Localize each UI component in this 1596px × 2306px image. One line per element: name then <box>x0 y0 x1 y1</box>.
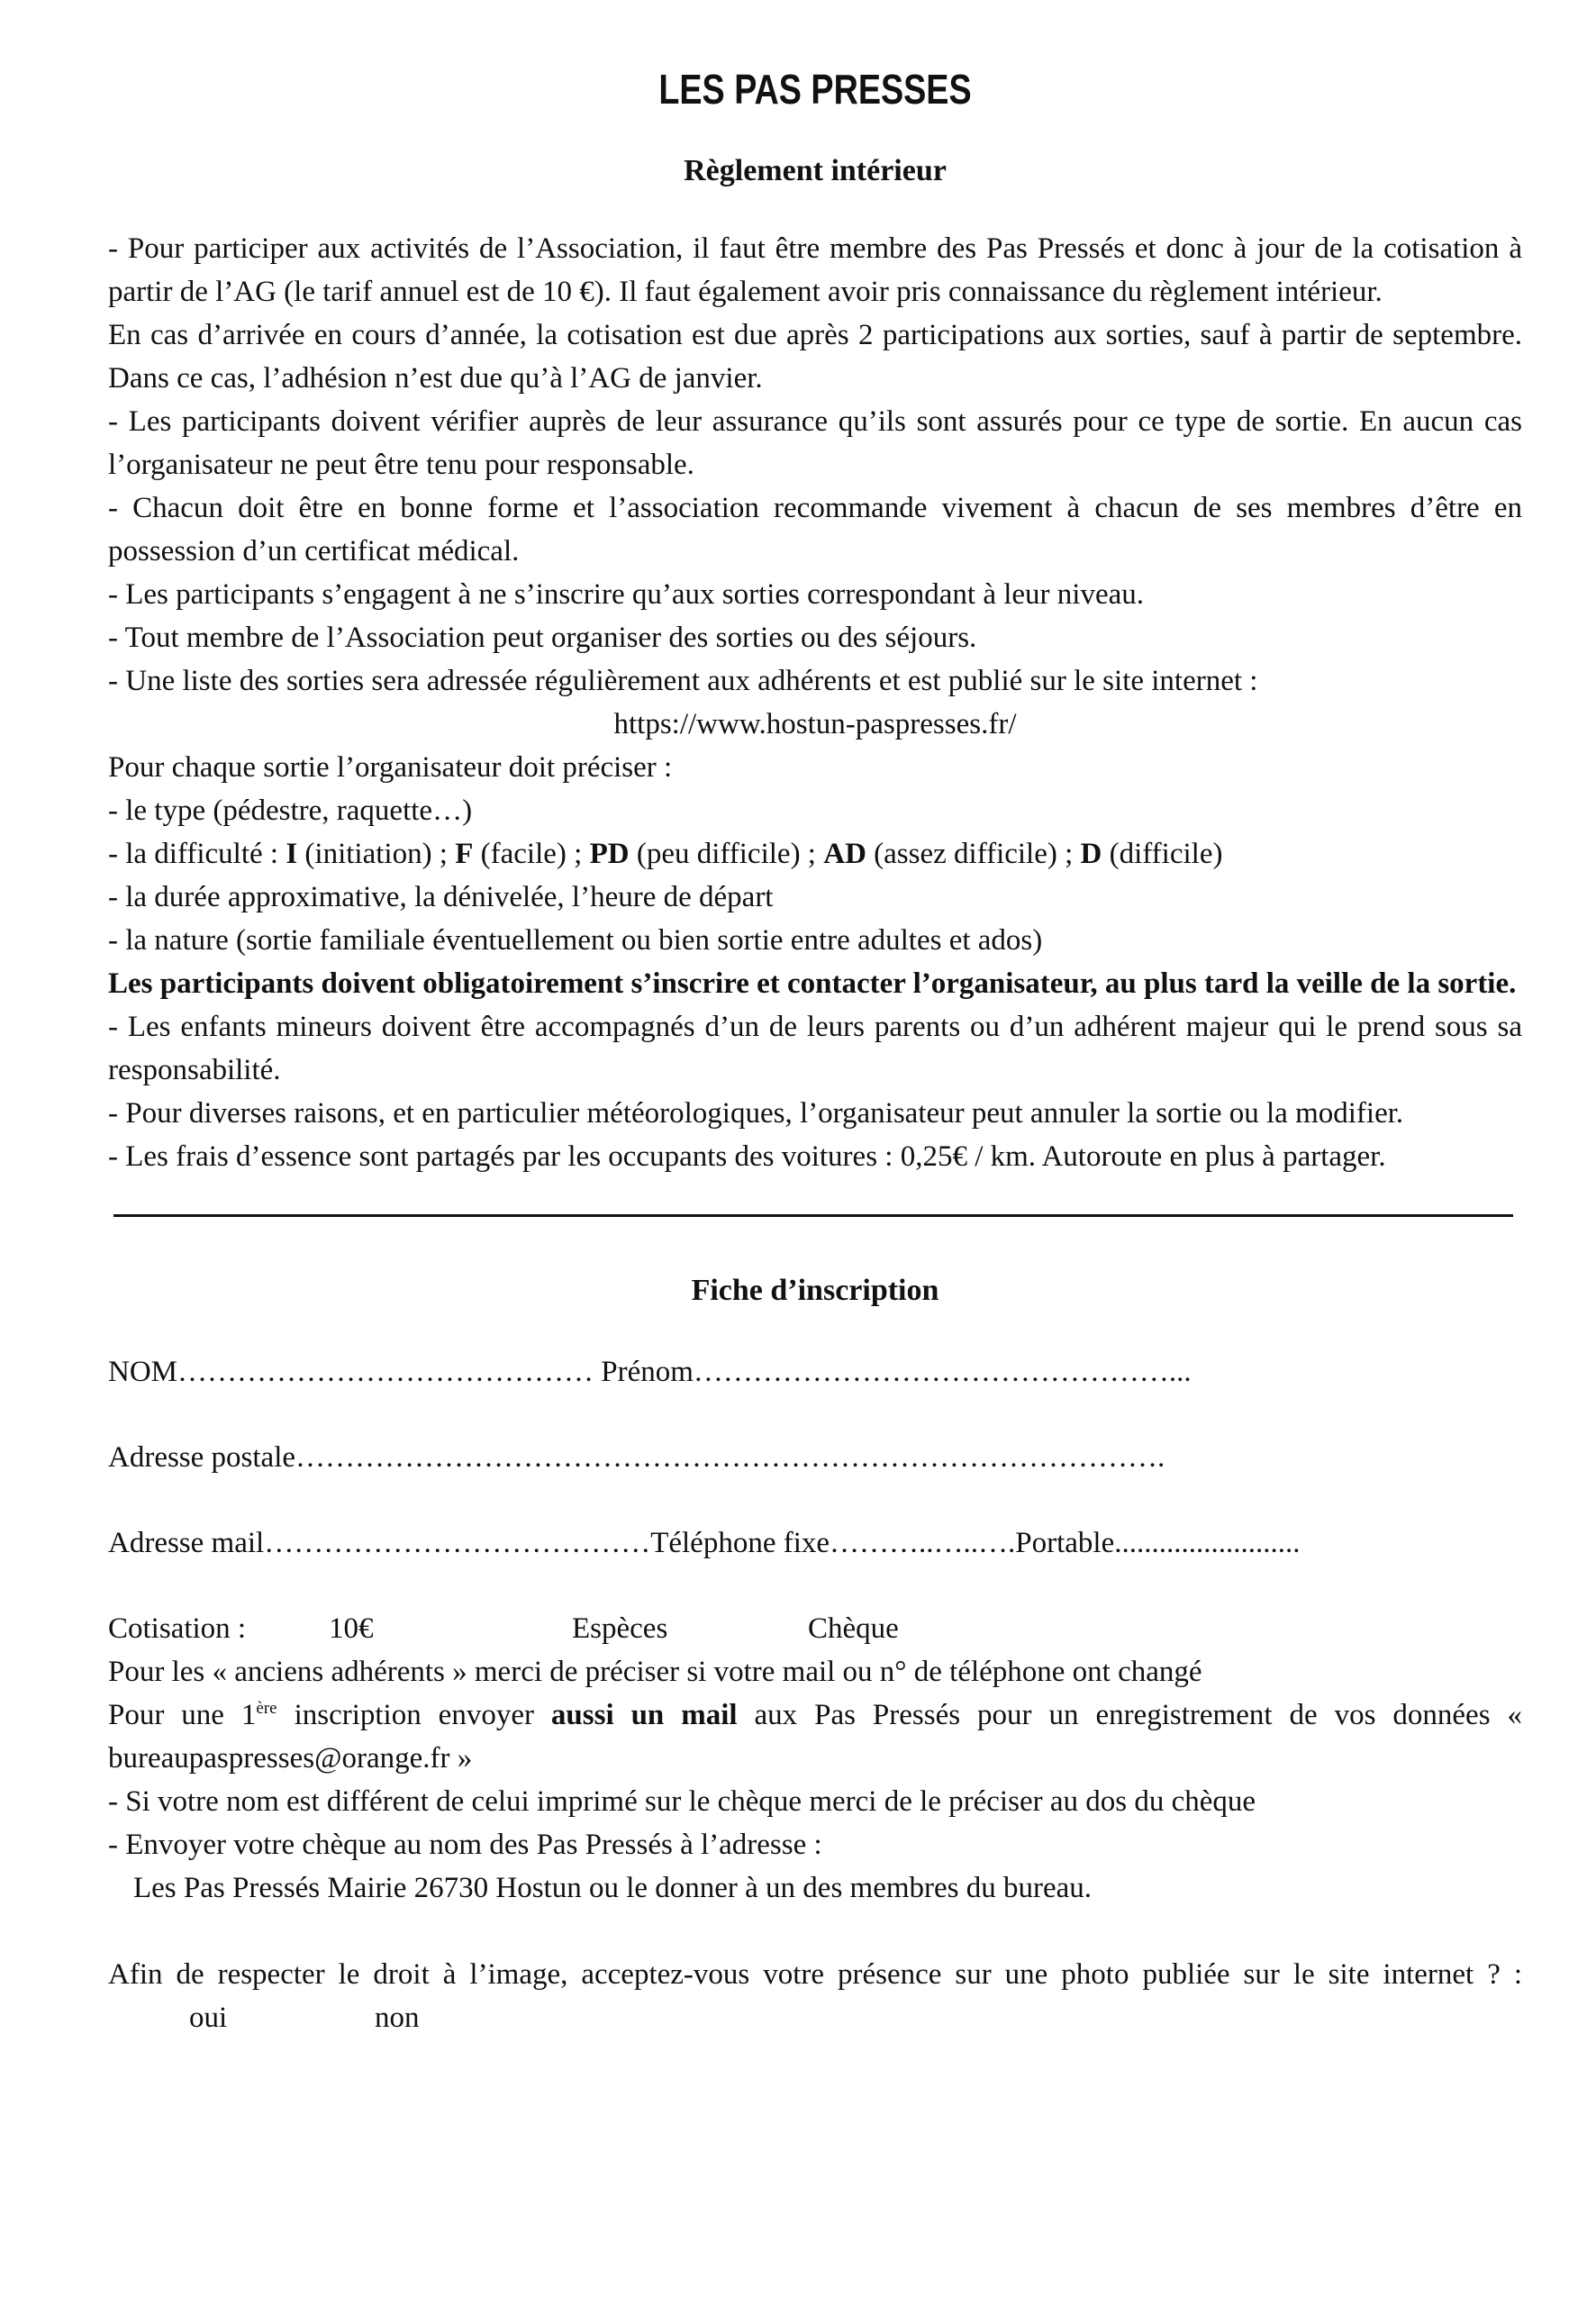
difficulty-desc: (initiation) ; <box>297 838 456 870</box>
payment-especes-option[interactable]: Espèces <box>572 1612 668 1645</box>
organizer-item-difficulty <box>108 832 1522 876</box>
form-title: Fiche d’inscription <box>691 1274 939 1307</box>
rule-paragraph: - Une liste des sorties sera adressée régulièrement aux adhérents et est publié sur le site internet : <box>108 665 1258 697</box>
premiere-text: inscription envoyer <box>277 1699 551 1731</box>
adresse-postale-field[interactable]: Adresse postale……………………………………………………………………………. <box>108 1441 1165 1474</box>
cotisation-amount[interactable]: 10€ <box>329 1612 374 1645</box>
mairie-address: Les Pas Pressés Mairie 26730 Hostun ou le donner à un des membres du bureau. <box>133 1872 1093 1904</box>
rule-paragraph: - Tout membre de l’Association peut organiser des sorties ou des séjours. <box>108 622 977 654</box>
nom-prenom-field[interactable]: NOM…………………………………… Prénom…………………………………………... <box>108 1356 1192 1388</box>
organizer-item-nature: - la nature (sortie familiale éventuellement ou bien sortie entre adultes et ados) <box>108 924 1043 957</box>
image-rights-consent <box>108 1953 1522 2039</box>
rule-paragraph: - Pour participer aux activités de l’Association, il faut être membre des Pas Pressés et donc à jour de la cotisation à partir de l’AG (le tarif annuel est de 10 €). Il faut également avoir pris connaissance du règlement intérieur. <box>108 232 1522 308</box>
difficulty-code: D <box>1080 838 1102 870</box>
section-divider <box>113 1214 1513 1217</box>
difficulty-code: I <box>286 838 298 870</box>
contact-field[interactable]: Adresse mail…………………………………Téléphone fixe………..…..….Portable......................... <box>108 1527 1301 1559</box>
form-instructions <box>108 1650 1522 1910</box>
difficulty-code: PD <box>589 838 630 870</box>
rule-paragraph: - Les participants s’engagent à ne s’inscrire qu’aux sorties correspondant à leur niveau. <box>108 578 1144 611</box>
consent-oui-option[interactable]: oui <box>189 2002 228 2034</box>
rules-section <box>108 227 1522 1178</box>
premiere-sup: ère <box>256 1699 277 1718</box>
website-url: https://www.hostun-paspresses.fr/ <box>613 708 1017 740</box>
difficulty-code: F <box>455 838 474 870</box>
difficulty-desc: (difficile) <box>1102 838 1223 870</box>
registration-form <box>108 1350 1522 2039</box>
premiere-text: aux Pas Pressés pour un enregistrement de vos données « bureaupaspresses@orange.fr » <box>108 1699 1522 1775</box>
document-title: LES PAS PRESSES <box>658 66 972 113</box>
organizer-intro: Pour chaque sortie l’organisateur doit préciser : <box>108 751 673 784</box>
section-title-reglement: Règlement intérieur <box>684 154 947 187</box>
consent-question: Afin de respecter le droit à l’image, acceptez-vous votre présence sur une photo publiée sur le site internet ? : <box>108 1958 1522 1991</box>
premiere-bold: aussi un mail <box>550 1699 738 1731</box>
rule-paragraph: - Les frais d’essence sont partagés par les occupants des voitures : 0,25€ / km. Autoroute en plus à partager. <box>108 1140 1386 1173</box>
difficulty-desc: (facile) ; <box>473 838 590 870</box>
cotisation-row <box>108 1607 1522 1650</box>
bold-notice: Les participants doivent obligatoirement s’inscrire et contacter l’organisateur, au plus tard la veille de la sortie. <box>108 967 1517 1000</box>
difficulty-desc: (assez difficile) ; <box>866 838 1081 870</box>
document-page <box>108 63 1522 2039</box>
rule-paragraph: - Les enfants mineurs doivent être accompagnés d’un de leurs parents ou d’un adhérent majeur qui le prend sous sa responsabilité. <box>108 1011 1522 1086</box>
consent-non-option[interactable]: non <box>375 2002 420 2034</box>
rule-paragraph: - Les participants doivent vérifier auprès de leur assurance qu’ils sont assurés pour ce type de sortie. En aucun cas l’organisateur ne peut être tenu pour responsable. <box>108 405 1522 481</box>
cotisation-label: Cotisation : <box>108 1612 247 1645</box>
anciens-note: Pour les « anciens adhérents » merci de préciser si votre mail ou n° de téléphone ont changé <box>108 1656 1202 1688</box>
consent-paragraph <box>108 1953 1522 2039</box>
rule-paragraph: - Chacun doit être en bonne forme et l’association recommande vivement à chacun de ses membres d’être en possession d’un certificat médical. <box>108 492 1522 567</box>
difficulty-code: AD <box>823 838 866 870</box>
difficulty-desc: (peu difficile) ; <box>629 838 824 870</box>
premiere-note <box>108 1693 1522 1780</box>
organizer-item-duration: - la durée approximative, la dénivelée, l’heure de départ <box>108 881 774 913</box>
nom-different-note: - Si votre nom est différent de celui imprimé sur le chèque merci de le préciser au dos du chèque <box>108 1785 1256 1818</box>
rule-paragraph: En cas d’arrivée en cours d’année, la cotisation est due après 2 participations aux sorties, sauf à partir de septembre. Dans ce cas, l’adhésion n’est due qu’à l’AG de janvier. <box>108 319 1522 395</box>
premiere-text: Pour une 1 <box>108 1699 257 1731</box>
envoyer-note: - Envoyer votre chèque au nom des Pas Pressés à l’adresse : <box>108 1829 822 1861</box>
organizer-item-type: - le type (pédestre, raquette…) <box>108 794 473 827</box>
difficulty-prefix: - la difficulté : <box>108 838 286 870</box>
rule-paragraph: - Pour diverses raisons, et en particulier météorologiques, l’organisateur peut annuler la sortie ou la modifier. <box>108 1097 1404 1130</box>
payment-cheque-option[interactable]: Chèque <box>808 1612 899 1645</box>
